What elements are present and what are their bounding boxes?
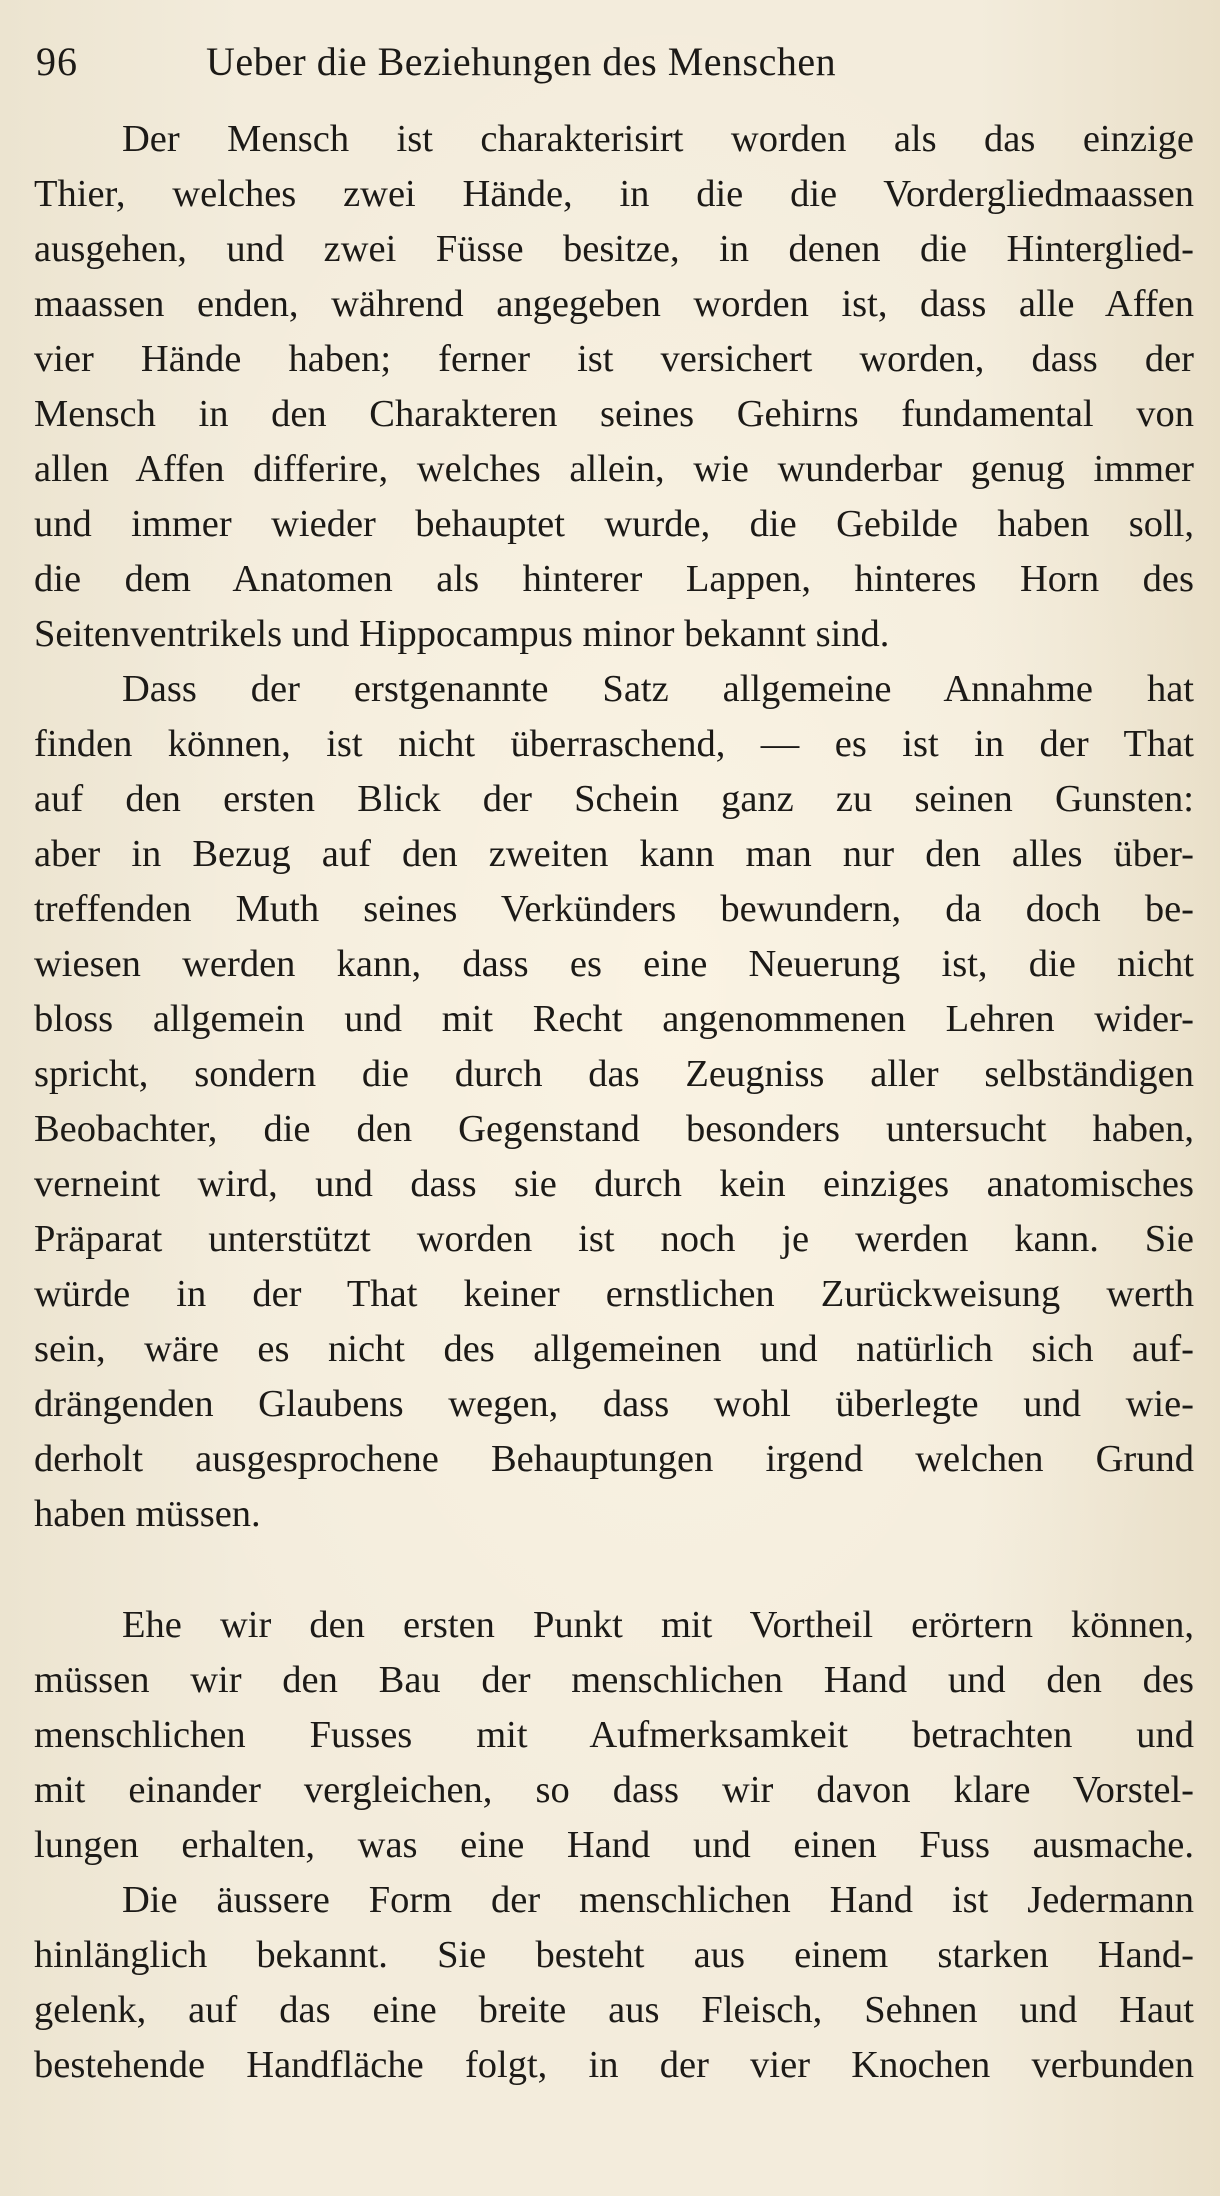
text-line: und immer wieder behauptet wurde, die Gebilde haben soll, (34, 503, 1194, 545)
page-number: 96 (36, 39, 78, 84)
paragraph-2 (34, 662, 1194, 1542)
text-line: Präparat unterstützt worden ist noch je werden kann. Sie (34, 1218, 1194, 1260)
text-line: verneint wird, und dass sie durch kein einziges anatomisches (34, 1163, 1194, 1205)
text-line: Thier, welches zwei Hände, in die die Vordergliedmaassen (34, 173, 1194, 215)
text-line: müssen wir den Bau der menschlichen Hand und den des (34, 1659, 1194, 1701)
text-line: Ehe wir den ersten Punkt mit Vortheil erörtern können, (122, 1604, 1194, 1646)
paragraph-spacer (34, 1542, 1194, 1598)
text-line: aber in Bezug auf den zweiten kann man nur den alles über- (34, 833, 1194, 875)
text-line: Dass der erstgenannte Satz allgemeine Annahme hat (122, 668, 1194, 710)
text-line: Seitenventrikels und Hippocampus minor bekannt sind. (34, 613, 890, 655)
text-line: vier Hände haben; ferner ist versichert worden, dass der (34, 338, 1194, 380)
text-line: Der Mensch ist charakterisirt worden als das einzige (122, 118, 1194, 160)
text-line: allen Affen differire, welches allein, wie wunderbar genug immer (34, 448, 1194, 490)
text-line: treffenden Muth seines Verkünders bewundern, da doch be- (34, 888, 1194, 930)
text-line: auf den ersten Blick der Schein ganz zu seinen Gunsten: (34, 778, 1194, 820)
text-line: Mensch in den Charakteren seines Gehirns fundamental von (34, 393, 1194, 435)
text-line: die dem Anatomen als hinterer Lappen, hinteres Horn des (34, 558, 1194, 600)
paragraph-3 (34, 1598, 1194, 1873)
text-line: maassen enden, während angegeben worden ist, dass alle Affen (34, 283, 1194, 325)
text-line: bestehende Handfläche folgt, in der vier Knochen verbunden (34, 2044, 1194, 2086)
paragraph-4 (34, 1873, 1194, 2093)
text-line: menschlichen Fusses mit Aufmerksamkeit betrachten und (34, 1714, 1194, 1756)
text-line: ausgehen, und zwei Füsse besitze, in denen die Hinterglied- (34, 228, 1194, 270)
text-line: lungen erhalten, was eine Hand und einen Fuss ausmache. (34, 1824, 1194, 1866)
text-line: hinlänglich bekannt. Sie besteht aus einem starken Hand- (34, 1934, 1194, 1976)
text-line: mit einander vergleichen, so dass wir davon klare Vorstel- (34, 1769, 1194, 1811)
page-header (36, 30, 1196, 90)
paragraph-1 (34, 112, 1194, 662)
text-line: sein, wäre es nicht des allgemeinen und natürlich sich auf- (34, 1328, 1194, 1370)
text-line: drängenden Glaubens wegen, dass wohl überlegte und wie- (34, 1383, 1194, 1425)
body-text (34, 112, 1194, 2093)
text-line: spricht, sondern die durch das Zeugniss aller selbständigen (34, 1053, 1194, 1095)
text-line: gelenk, auf das eine breite aus Fleisch, Sehnen und Haut (34, 1989, 1194, 2031)
text-line: haben müssen. (34, 1493, 261, 1535)
text-line: Beobachter, die den Gegenstand besonders untersucht haben, (34, 1108, 1194, 1150)
text-line: Die äussere Form der menschlichen Hand ist Jedermann (122, 1879, 1194, 1921)
text-line: derholt ausgesprochene Behauptungen irgend welchen Grund (34, 1438, 1194, 1480)
running-head: Ueber die Beziehungen des Menschen (206, 39, 837, 84)
text-line: würde in der That keiner ernstlichen Zurückweisung werth (34, 1273, 1194, 1315)
text-line: wiesen werden kann, dass es eine Neuerung ist, die nicht (34, 943, 1194, 985)
text-line: finden können, ist nicht überraschend, — es ist in der That (34, 723, 1194, 765)
text-line: bloss allgemein und mit Recht angenommenen Lehren wider- (34, 998, 1194, 1040)
